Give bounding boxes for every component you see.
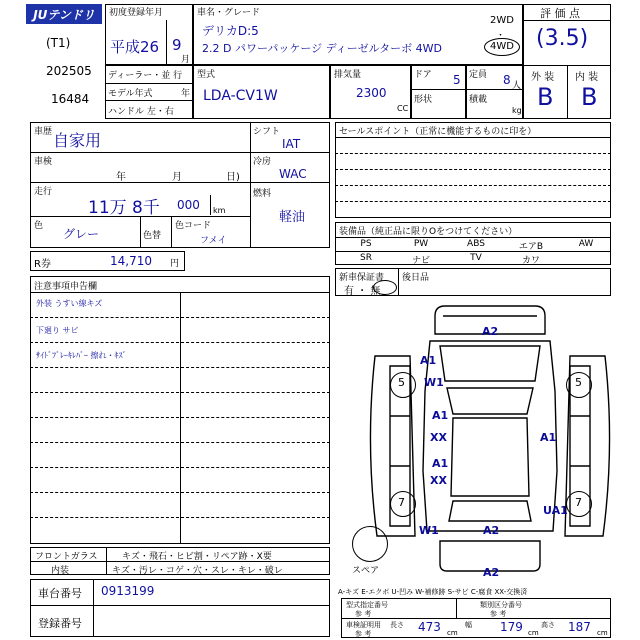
wid-unit: cm xyxy=(528,629,539,637)
recycle-label: R券 xyxy=(34,259,51,270)
km-divider xyxy=(210,195,211,215)
model-year-label: モデル年式 xyxy=(108,89,153,99)
damage-w1-rear: W1 xyxy=(419,524,439,537)
doors-value: 5 xyxy=(453,73,461,87)
chassis-divider xyxy=(93,579,94,637)
spare-label: スペア xyxy=(352,566,380,576)
car-name-label: 車名・グレード xyxy=(197,8,261,18)
note-rule xyxy=(30,367,330,368)
hgt-label: 高さ xyxy=(541,621,555,629)
sales-rule xyxy=(335,185,611,186)
damage-legend: A-キズ E-エクボ U-凹み W-補修跡 S-サビ C-腐食 XX-交換済 xyxy=(338,588,528,596)
warranty-label: 新車保証書 xyxy=(339,273,385,283)
sales-head-line xyxy=(335,137,611,138)
sales-title: セールスポイント（正常に機能するものに印を） xyxy=(339,127,537,137)
damage-ua1: UA1 xyxy=(543,504,568,517)
drive-4wd: 4WD xyxy=(490,41,514,52)
wid-value: 179 xyxy=(500,620,523,634)
drive-dot: ・ xyxy=(496,31,506,41)
recycle-value: 14,710 xyxy=(110,254,152,268)
eval-score: (3.5) xyxy=(536,26,589,51)
disp-unit: CC xyxy=(397,104,409,113)
color-divider xyxy=(140,216,141,248)
inspection-label: 車検 xyxy=(34,157,53,167)
warranty-value: 有 ・ 無 xyxy=(344,286,381,297)
dealer-line xyxy=(105,83,193,84)
insp-line xyxy=(30,182,250,183)
warranty-divider xyxy=(398,268,399,296)
sales-rule xyxy=(335,201,611,202)
note-rule xyxy=(30,317,330,318)
eval-divider xyxy=(523,20,611,21)
note-rule xyxy=(30,392,330,393)
note-rule xyxy=(30,442,330,443)
use-value: 自家用 xyxy=(53,131,102,150)
dims-head1b: 参 考 xyxy=(355,610,372,618)
equip-item: エアB xyxy=(518,242,544,252)
use-line xyxy=(30,152,250,153)
month-unit: 月 xyxy=(181,55,191,65)
dims-ref: 参 考 xyxy=(355,630,372,638)
damage-a2-rear: A2 xyxy=(483,524,500,537)
len-unit: cm xyxy=(447,629,458,637)
damage-w1: W1 xyxy=(424,376,444,389)
back-label: 後日品 xyxy=(402,273,430,283)
model-year-unit: 年 xyxy=(181,89,191,99)
ac-label: 冷房 xyxy=(253,157,272,167)
load-label: 積載 xyxy=(469,95,488,105)
damage-7-right: 7 xyxy=(575,496,582,509)
disp-value: 2300 xyxy=(356,86,387,100)
type-label: 型式 xyxy=(197,70,216,80)
fuel-label: 燃料 xyxy=(253,189,272,199)
dims-head2b: 参 考 xyxy=(490,610,507,618)
color-code-label: 色コード xyxy=(175,221,212,231)
chassis-line xyxy=(30,605,330,606)
len-label: 長さ xyxy=(390,621,404,629)
lot-line1: 202505 xyxy=(46,64,92,78)
equip-head-line xyxy=(335,237,611,238)
month-divider xyxy=(166,20,167,65)
note-rule xyxy=(30,492,330,493)
front-glass-value: キズ・飛石・ヒビ割・リペア跡・X要 xyxy=(122,552,272,562)
ac-value: WAC xyxy=(279,167,307,181)
damage-top: A2 xyxy=(482,325,499,338)
dims-head2: 類別区分番号 xyxy=(480,601,522,609)
glass-divider xyxy=(106,547,107,575)
cap-line xyxy=(466,89,523,90)
equip-item: TV xyxy=(470,253,482,263)
doors-line xyxy=(411,89,466,90)
color-code-divider xyxy=(171,216,172,248)
wid-label: 幅 xyxy=(465,621,472,629)
equip-item: ナビ xyxy=(411,256,430,266)
dealer-label: ディーラー・並 行 xyxy=(108,71,183,81)
cap-unit: 人 xyxy=(512,81,522,91)
interior-label: 内装 xyxy=(51,566,70,576)
damage-5-right: 5 xyxy=(575,376,582,389)
load-unit: kg xyxy=(512,106,522,115)
cap-label: 定員 xyxy=(469,70,488,80)
note-3: ｻｲﾄﾞﾌﾞﾚｰｷﾚﾊﾞｰ 擦れ・ｷｽﾞ xyxy=(36,351,127,360)
note-2: 下廻り サビ xyxy=(36,326,79,335)
grade-value: 2.2 D パワーパッケージ ディーゼルターボ 4WD xyxy=(202,42,442,55)
equip-item: ABS xyxy=(467,239,485,249)
lot-tag: (T1) xyxy=(46,36,71,50)
shape-label: 形状 xyxy=(414,95,433,105)
type-value: LDA-CV1W xyxy=(203,88,278,104)
len-value: 473 xyxy=(418,620,441,634)
ext-grade: B xyxy=(537,83,554,111)
mileage-label: 走行 xyxy=(34,187,53,197)
damage-a1-right: A1 xyxy=(540,431,557,444)
dims-line xyxy=(341,618,611,619)
sales-rule xyxy=(335,153,611,154)
car-name-value: デリカD:5 xyxy=(202,24,259,38)
dims-cert: 車検証明用 xyxy=(346,621,381,629)
shift-line xyxy=(250,152,330,153)
note-rule xyxy=(30,517,330,518)
note-rule xyxy=(30,467,330,468)
equip-item: SR xyxy=(360,253,372,263)
interior-value: キズ・汚レ・コゲ・穴・スレ・キレ・破レ xyxy=(112,566,283,576)
damage-xx-low: XX xyxy=(430,474,447,487)
equip-item: PS xyxy=(360,239,372,249)
mileage-000: 000 xyxy=(177,198,200,212)
spare-tire-circle xyxy=(352,526,388,562)
doors-label: ドア xyxy=(414,70,432,80)
damage-5-left: 5 xyxy=(398,376,405,389)
drive-2wd: 2WD xyxy=(490,15,514,26)
model-year-line xyxy=(105,100,193,101)
notes-divider xyxy=(180,292,181,544)
chassis-value: 0913199 xyxy=(101,584,155,598)
mileage-value: 11万 8千 xyxy=(88,198,160,218)
insp-month: 月 xyxy=(172,172,182,183)
equip-item: AW xyxy=(578,239,594,249)
disp-label: 排気量 xyxy=(334,70,362,80)
insp-year: 年 xyxy=(116,172,126,183)
warranty-no-circle xyxy=(373,280,397,295)
equip-item: PW xyxy=(413,239,429,249)
ext-label: 外 装 xyxy=(531,72,555,83)
cap-value: 8 xyxy=(503,73,511,87)
int-label: 内 装 xyxy=(575,72,599,83)
mileage-unit: km xyxy=(213,206,226,215)
ac-line xyxy=(250,182,330,183)
equip-item: カワ xyxy=(521,256,540,266)
color-label: 色 xyxy=(34,221,44,231)
shift-value: IAT xyxy=(282,137,301,151)
dims-head-divider xyxy=(456,598,457,618)
handle-label: ハンドル 左・右 xyxy=(108,107,174,117)
recycle-unit: 円 xyxy=(170,259,180,269)
note-rule xyxy=(30,342,330,343)
hgt-unit: cm xyxy=(597,629,608,637)
note-rule xyxy=(30,417,330,418)
damage-xx-mid: XX xyxy=(430,431,447,444)
damage-a2-bottom: A2 xyxy=(483,566,500,579)
spec-divider xyxy=(250,122,251,248)
first-reg-label: 初度登録年月 xyxy=(109,8,164,18)
damage-a1-front: A1 xyxy=(420,354,437,367)
equip-mid-line xyxy=(335,251,611,252)
equip-title: 装備品（純正品に限りOをつけてください） xyxy=(339,227,518,237)
shift-label: シフト xyxy=(253,127,281,137)
insp-day: 日) xyxy=(226,172,240,183)
use-label: 車歴 xyxy=(34,127,53,137)
color-code-value: フメイ xyxy=(200,236,227,246)
sales-rule xyxy=(335,169,611,170)
color-value: グレー xyxy=(63,227,100,241)
note-1: 外装 うすい線キズ xyxy=(36,299,103,308)
reg-label: 登録番号 xyxy=(38,617,82,630)
damage-7-left: 7 xyxy=(398,496,405,509)
lot-line2: 16484 xyxy=(51,92,90,106)
int-grade: B xyxy=(581,83,598,111)
brand-logo: JUテンドリ xyxy=(26,4,102,24)
damage-a1-low: A1 xyxy=(432,457,449,470)
dims-head1: 型式指定番号 xyxy=(346,601,388,609)
era-value: 平成26 xyxy=(110,38,160,56)
month-value: 9 xyxy=(172,36,182,54)
recycle-box xyxy=(30,251,185,271)
chassis-label: 車台番号 xyxy=(38,587,82,600)
hgt-value: 187 xyxy=(568,620,591,634)
damage-a1-mid: A1 xyxy=(432,409,449,422)
fuel-value: 軽油 xyxy=(279,210,306,225)
notes-title: 注意事項申告欄 xyxy=(34,282,98,292)
grade-divider xyxy=(567,65,568,119)
front-glass-label: フロントガラス xyxy=(35,552,98,562)
eval-label: 評 価 点 xyxy=(540,7,580,20)
color-change-label: 色替 xyxy=(143,231,162,241)
